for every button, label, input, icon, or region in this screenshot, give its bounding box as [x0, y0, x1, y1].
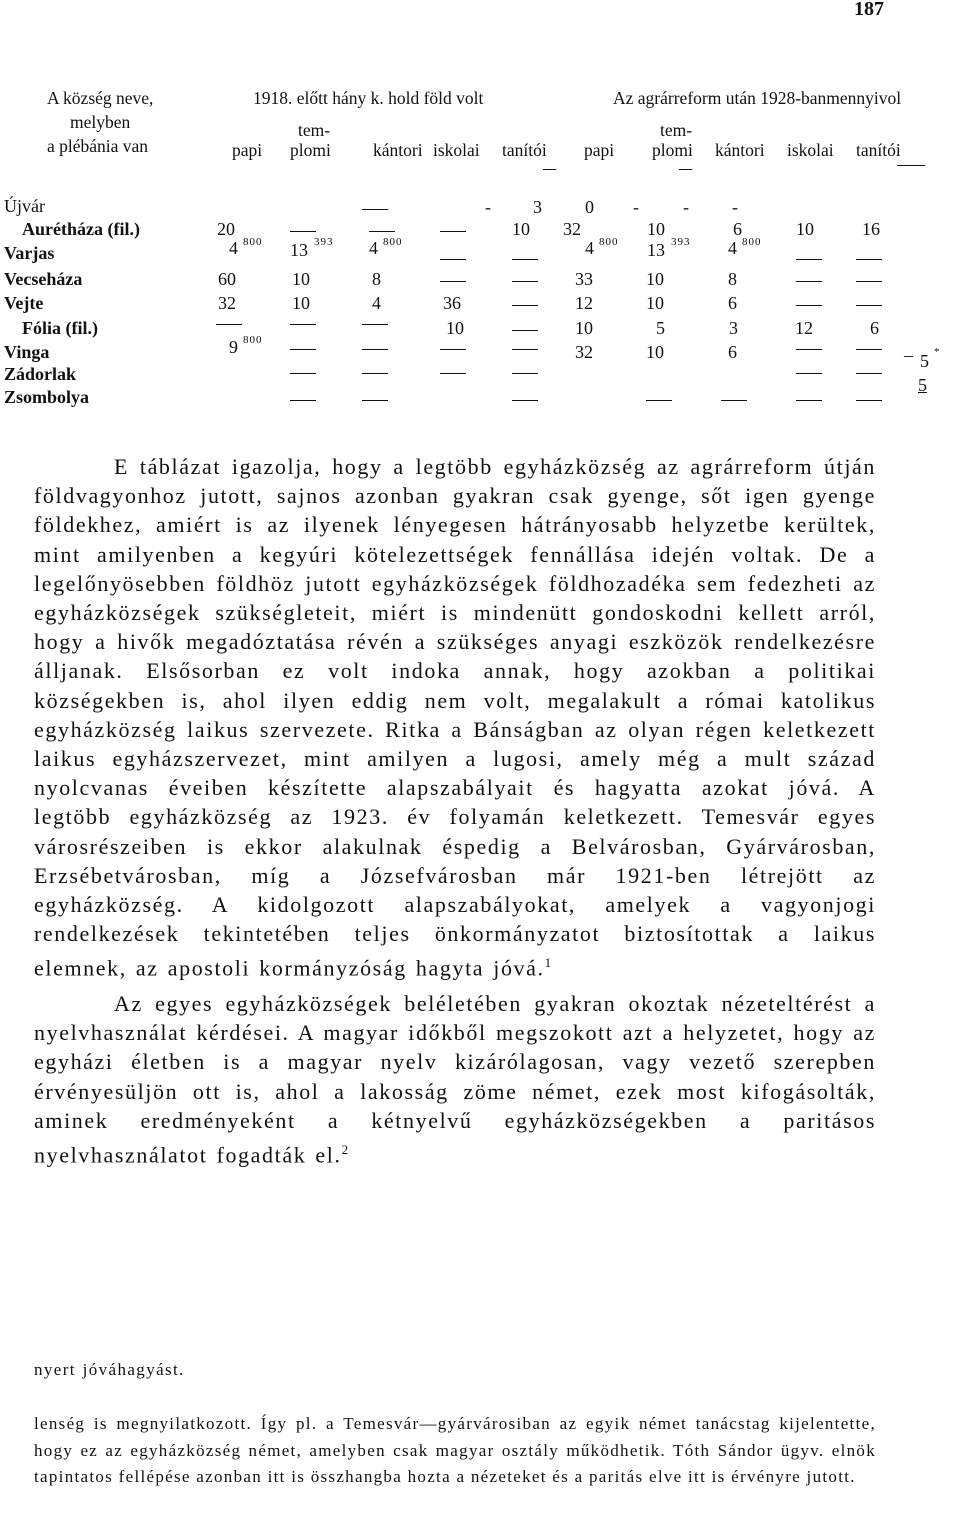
table-cell: 6	[728, 293, 737, 313]
table-cell	[362, 324, 388, 325]
table-cell	[440, 281, 466, 282]
paragraph	[34, 989, 876, 1170]
table-cell	[512, 373, 538, 374]
header-before-1918: 1918. előtt hány k. hold föld volt	[253, 88, 484, 108]
footnote-text: lenség is megnyilatkozott. Így pl. a Temesvár—gyárvárosiban az egyik német tanácstag kijelentette, hogy ez az egyházközség német, amelyben csak magyar osztály működhetik. Tóth Sándor ügyv. elnök tapintatos fellépése azonban itt is összhangba hozta a nézeteket és a paritás elve itt is érvényre jutott.	[34, 1414, 876, 1486]
row-label: Újvár	[4, 196, 45, 216]
table-cell: 10	[646, 269, 664, 289]
table-cell: 5	[656, 318, 665, 338]
table-cell: 3	[533, 197, 542, 217]
header-after-reform: Az agrárreform után 1928-banmennyivol	[613, 88, 902, 108]
subheader-iskolai: iskolai	[433, 140, 480, 160]
row-label: Varjas	[4, 243, 55, 263]
table-cell: 4	[728, 238, 737, 258]
table-cell: 36	[443, 293, 461, 313]
table-cell: 32	[218, 293, 236, 313]
footnote: nyert jóváhagyást.	[34, 1360, 185, 1379]
table-cell: 4	[372, 293, 381, 313]
table-cell: 0	[585, 197, 594, 217]
row-label: Aurétháza (fil.)	[22, 219, 140, 239]
table-cell: 10	[646, 342, 664, 362]
table-cell	[856, 305, 882, 306]
table-cell: 20	[217, 219, 235, 239]
table-cell	[440, 231, 466, 232]
table-cell: 6	[733, 219, 742, 239]
table-cell	[796, 373, 822, 374]
row-label: Fólia (fil.)	[22, 318, 98, 338]
table-cell: 4	[585, 238, 594, 258]
table-cell	[216, 324, 242, 325]
row-label: Zsombolya	[4, 387, 90, 407]
subheader-papi: papi	[232, 140, 263, 160]
table-cell: 13	[647, 240, 665, 260]
header-underline	[543, 169, 556, 170]
table-cell	[512, 259, 538, 260]
table-cell	[512, 349, 538, 350]
table-cell	[796, 305, 822, 306]
table-cell: 32	[575, 342, 593, 362]
table-cell	[362, 373, 388, 374]
table-cell: 12	[795, 318, 813, 338]
margin-note: 5	[918, 375, 927, 395]
table-cell	[440, 259, 466, 260]
table-cell	[362, 400, 388, 401]
table-cell: 10	[292, 269, 310, 289]
row-label: Vinga	[4, 342, 50, 362]
table-cell: 16	[862, 219, 880, 239]
table-cell: 6	[870, 318, 879, 338]
table-cell	[796, 259, 822, 260]
table-cell	[856, 400, 882, 401]
table-cell: 9	[229, 337, 238, 357]
margin-note: 5	[920, 351, 929, 371]
table-cell: 800	[599, 236, 619, 248]
table-cell: 13	[290, 240, 308, 260]
table-cell: -	[633, 197, 639, 217]
page-number: 187	[854, 0, 884, 20]
header-village-name: A község neve,	[47, 88, 154, 108]
subheader-papi: papi	[584, 140, 615, 160]
table-cell	[440, 373, 466, 374]
header-underline	[679, 169, 692, 170]
table-cell: 8	[728, 269, 737, 289]
subheader-templomi: tem-	[298, 120, 331, 140]
table-cell: 10	[446, 318, 464, 338]
subheader-kantori: kántori	[715, 140, 765, 160]
subheader-templomi: plomi	[290, 140, 331, 160]
table-cell	[290, 373, 316, 374]
subheader-kantori: kántori	[373, 140, 423, 160]
table-cell	[856, 259, 882, 260]
table-cell: -	[485, 197, 491, 217]
table-cell: 12	[575, 293, 593, 313]
table-cell: 800	[243, 334, 263, 346]
table-cell	[290, 231, 316, 232]
table-cell: 4	[369, 238, 378, 258]
table-cell	[796, 400, 822, 401]
table-cell	[721, 400, 747, 401]
table-cell: 10	[575, 318, 593, 338]
header-underline	[897, 165, 925, 166]
table-cell	[646, 400, 672, 401]
row-label: Vecseháza	[4, 269, 83, 289]
header-village-name: melyben	[70, 112, 131, 132]
table-cell: 32	[563, 219, 581, 239]
table-cell: 6	[728, 342, 737, 362]
subheader-iskolai: iskolai	[787, 140, 834, 160]
table-cell	[512, 305, 538, 306]
margin-note: *	[934, 346, 941, 358]
table-cell	[512, 330, 538, 331]
table-cell	[512, 281, 538, 282]
table-cell: 10	[796, 219, 814, 239]
table-cell	[856, 373, 882, 374]
footnote-mark: 1	[544, 955, 553, 971]
table-cell: 393	[671, 236, 691, 248]
table-cell	[369, 231, 395, 232]
table-cell	[440, 349, 466, 350]
footnote-mark: 2	[341, 1142, 350, 1157]
table-cell: 800	[243, 236, 263, 248]
table-cell: 3	[729, 318, 738, 338]
table-cell: 33	[575, 269, 593, 289]
subheader-tanitoi: tanítói	[856, 140, 901, 160]
table-cell	[362, 349, 388, 350]
body-text	[34, 452, 876, 1170]
row-label: Zádorlak	[4, 364, 77, 384]
table-cell: -	[732, 197, 738, 217]
footnote	[34, 1411, 876, 1491]
table-cell	[362, 209, 388, 210]
header-village-name: a plébánia van	[47, 136, 149, 156]
paragraph	[34, 452, 876, 983]
table-cell	[290, 349, 316, 350]
margin-note: –	[904, 345, 913, 365]
table-cell: 10	[512, 219, 530, 239]
subheader-templomi: plomi	[652, 140, 693, 160]
table-cell: 800	[383, 236, 403, 248]
subheader-templomi: tem-	[660, 120, 693, 140]
table-cell	[290, 324, 316, 325]
table-cell	[796, 349, 822, 350]
table-cell: 393	[314, 236, 334, 248]
table-cell	[796, 281, 822, 282]
row-label: Vejte	[4, 293, 44, 313]
table-cell	[290, 400, 316, 401]
table-cell: 60	[218, 269, 236, 289]
table-cell: 10	[647, 219, 665, 239]
table-cell	[856, 281, 882, 282]
paragraph-text: Az egyes egyházközségek beléletében gyakran okoztak nézeteltérést a nyelvhasználat kérdései. A magyar időkből megszokott azt a helyzetet, hogy az egyházi életben is a magyar nyelv kizárólagosan, vagy vezető szerepben érvényesüljön ott is, ahol a lakosság zöme német, ezek most kifogásolták, aminek eredményeként a kétnyelvű egyházközségekben a paritásos nyelvhasználatot fogadták el.	[34, 990, 876, 1168]
table-cell: 8	[372, 269, 381, 289]
table-cell: -	[683, 197, 689, 217]
table-cell: 10	[646, 293, 664, 313]
table-cell: 800	[742, 236, 762, 248]
paragraph-text: E táblázat igazolja, hogy a legtöbb egyházközség az agrárreform útján földvagyonhoz jutott, sajnos azonban gyakran csak gyenge, sőt igen gyenge földekhez, amiért is az ilyenek lényegesen hátrányosabb helyzetbe kerültek, mint amilyenben a kegyúri kötelezettségek fennállása idején voltak. De a legelőnyösebben földhöz jutott egyházközségek földhozadéka sem fedezheti az egyházközségek szükségleteit, miért is mindenütt gondoskodni kellett arról, hogy a hivők megadóztatása révén a szükséges anyagi eszközök rendelkezésre álljanak. Elsősorban ez volt indoka annak, hogy azokban a politikai községekben is, ahol ilyen eddig nem volt, megalakult a római katolikus egyházközség laikus szervezete. Ritka a Bánságban az olyan régen keletkezett laikus egyházszervezet, mint amilyen a lugosi, amely még a mult század nyolcvanas éveiben készítette alapszabályait és hagyatta azokat jóvá. A legtöbb egyházközség az 1923. év folyamán keletkezett. Temesvár egyes városrészeiben is ekkor alakulnak éspedig a Belvárosban, Gyárvárosban, Erzsébetvárosban, míg a Józsefvárosban már 1921-ben létrejött az egyházközség. A kidolgozott alapszabályokat, amelyek a vagyonjogi rendelkezések tekintetében teljes önkormányzatot biztosítottak a laikus elemnek, az apostoli kormányzóság hagyta jóvá.	[34, 454, 876, 981]
table-cell: 4	[229, 238, 238, 258]
table-cell	[856, 349, 882, 350]
table-cell	[512, 400, 538, 401]
table-cell: 10	[292, 293, 310, 313]
subheader-tanitoi: tanítói	[502, 140, 547, 160]
